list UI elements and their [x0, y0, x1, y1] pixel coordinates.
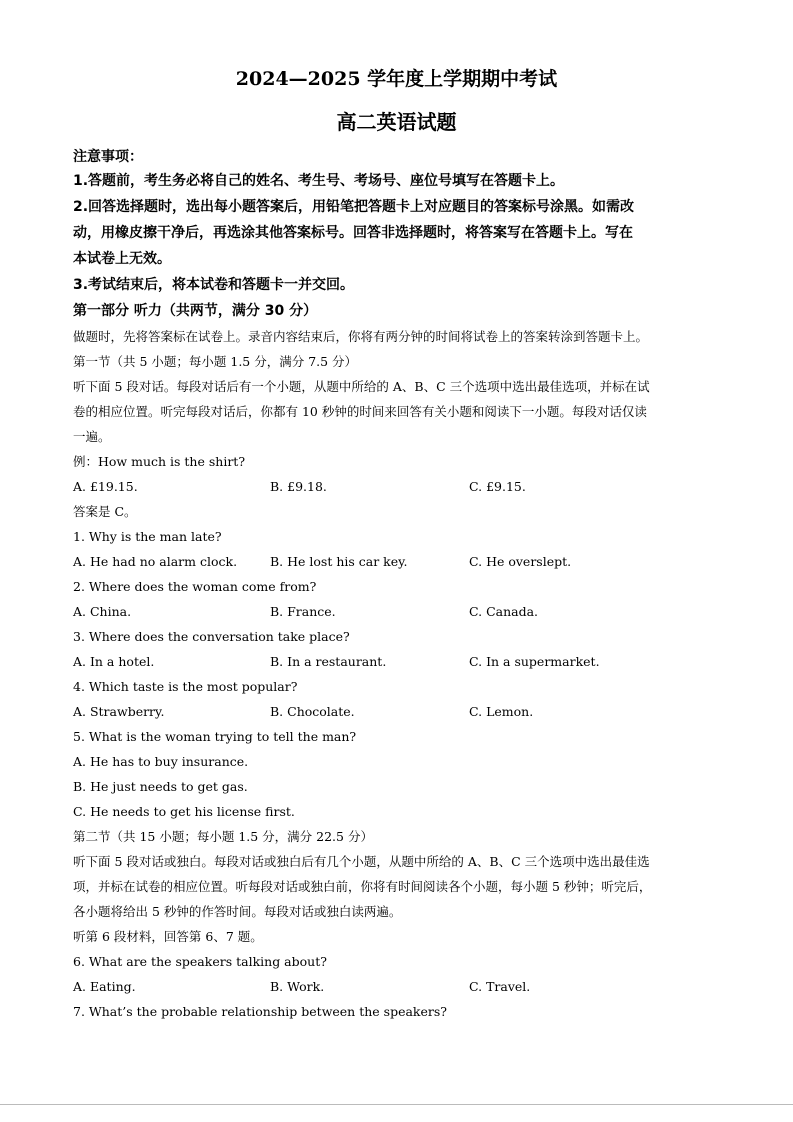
- option-b: B. Chocolate.: [270, 704, 355, 719]
- section2-instruction: 项，并标在试卷的相应位置。听每段对话或独白前，你将有时间阅读各个小题，每小题 5 秒钟；听完后，: [73, 879, 652, 894]
- question-4-options: [73, 699, 721, 724]
- exam-title: 2024—2025 学年度上学期期中考试: [235, 68, 558, 90]
- question-4: 4. Which taste is the most popular?: [73, 679, 298, 694]
- option-b: B. Work.: [270, 979, 325, 994]
- option-a: A. China.: [73, 604, 132, 619]
- section1-instruction: 一遍。: [73, 429, 111, 444]
- section2-heading: 第二节（共 15 小题；每小题 1.5 分，满分 22.5 分）: [73, 829, 373, 844]
- page-content: [73, 144, 721, 1024]
- notice-line: 动，用橡皮擦干净后，再选涂其他答案标号。回答非选择题时，将答案写在答题卡上。写在: [73, 225, 633, 241]
- question-3-options: [73, 649, 721, 674]
- part1-instruction: 做题时，先将答案标在试卷上。录音内容结束后，你将有两分钟的时间将试卷上的答案转涂到答题卡上。: [73, 329, 649, 344]
- notice-line: 2.回答选择题时，选出每小题答案后，用铅笔把答题卡上对应题目的答案标号涂黑。如需改: [73, 199, 635, 215]
- option-b: B. He just needs to get gas.: [73, 779, 248, 794]
- example-question: 例：How much is the shirt?: [73, 454, 246, 469]
- notice-line: 1.答题前，考生务必将自己的姓名、考生号、考场号、座位号填写在答题卡上。: [73, 173, 565, 189]
- page-bottom-divider: [0, 1104, 793, 1105]
- option-a: A. £19.15.: [73, 479, 138, 494]
- material-6-note: 听第 6 段材料，回答第 6、7 题。: [73, 929, 263, 944]
- option-a: A. He had no alarm clock.: [73, 554, 238, 569]
- option-a: A. In a hotel.: [73, 654, 155, 669]
- option-c: C. He needs to get his license first.: [73, 804, 295, 819]
- notice-heading: 注意事项：: [73, 149, 143, 165]
- option-a: A. Strawberry.: [73, 704, 165, 719]
- option-b: B. £9.18.: [270, 479, 327, 494]
- option-c: C. Lemon.: [469, 704, 534, 719]
- question-3: 3. Where does the conversation take place?: [73, 629, 350, 644]
- option-c: C. He overslept.: [469, 554, 572, 569]
- option-b: B. In a restaurant.: [270, 654, 387, 669]
- example-options: [73, 474, 721, 499]
- section1-instruction: 卷的相应位置。听完每段对话后，你都有 10 秒钟的时间来回答有关小题和阅读下一小题。每段对话仅读: [73, 404, 647, 419]
- option-a: A. Eating.: [73, 979, 136, 994]
- question-2: 2. Where does the woman come from?: [73, 579, 317, 594]
- question-7: 7. What’s the probable relationship between the speakers?: [73, 1004, 447, 1019]
- question-2-options: [73, 599, 721, 624]
- notice-line: 本试卷上无效。: [73, 251, 171, 267]
- option-b: B. France.: [270, 604, 336, 619]
- section1-heading: 第一节（共 5 小题；每小题 1.5 分，满分 7.5 分）: [73, 354, 358, 369]
- section2-instruction: 各小题将给出 5 秒钟的作答时间。每段对话或独白读两遍。: [73, 904, 402, 919]
- option-b: B. He lost his car key.: [270, 554, 408, 569]
- option-c: C. £9.15.: [469, 479, 526, 494]
- option-a: A. He has to buy insurance.: [73, 754, 249, 769]
- subject-title: 高二英语试题: [336, 110, 457, 134]
- section2-instruction: 听下面 5 段对话或独白。每段对话或独白后有几个小题，从题中所给的 A、B、C 三个选项中选出最佳选: [73, 854, 650, 869]
- question-6-options: [73, 974, 721, 999]
- option-c: C. Canada.: [469, 604, 539, 619]
- part1-heading: 第一部分 听力（共两节，满分 30 分）: [73, 303, 318, 319]
- notice-line: 3.考试结束后，将本试卷和答题卡一并交回。: [73, 277, 355, 293]
- question-1: 1. Why is the man late?: [73, 529, 222, 544]
- option-c: C. Travel.: [469, 979, 531, 994]
- question-1-options: [73, 549, 721, 574]
- example-answer: 答案是 C。: [73, 504, 137, 519]
- option-c: C. In a supermarket.: [469, 654, 600, 669]
- section1-instruction: 听下面 5 段对话。每段对话后有一个小题，从题中所给的 A、B、C 三个选项中选出最佳选项，并标在试: [73, 379, 650, 394]
- question-6: 6. What are the speakers talking about?: [73, 954, 327, 969]
- question-5: 5. What is the woman trying to tell the man?: [73, 729, 357, 744]
